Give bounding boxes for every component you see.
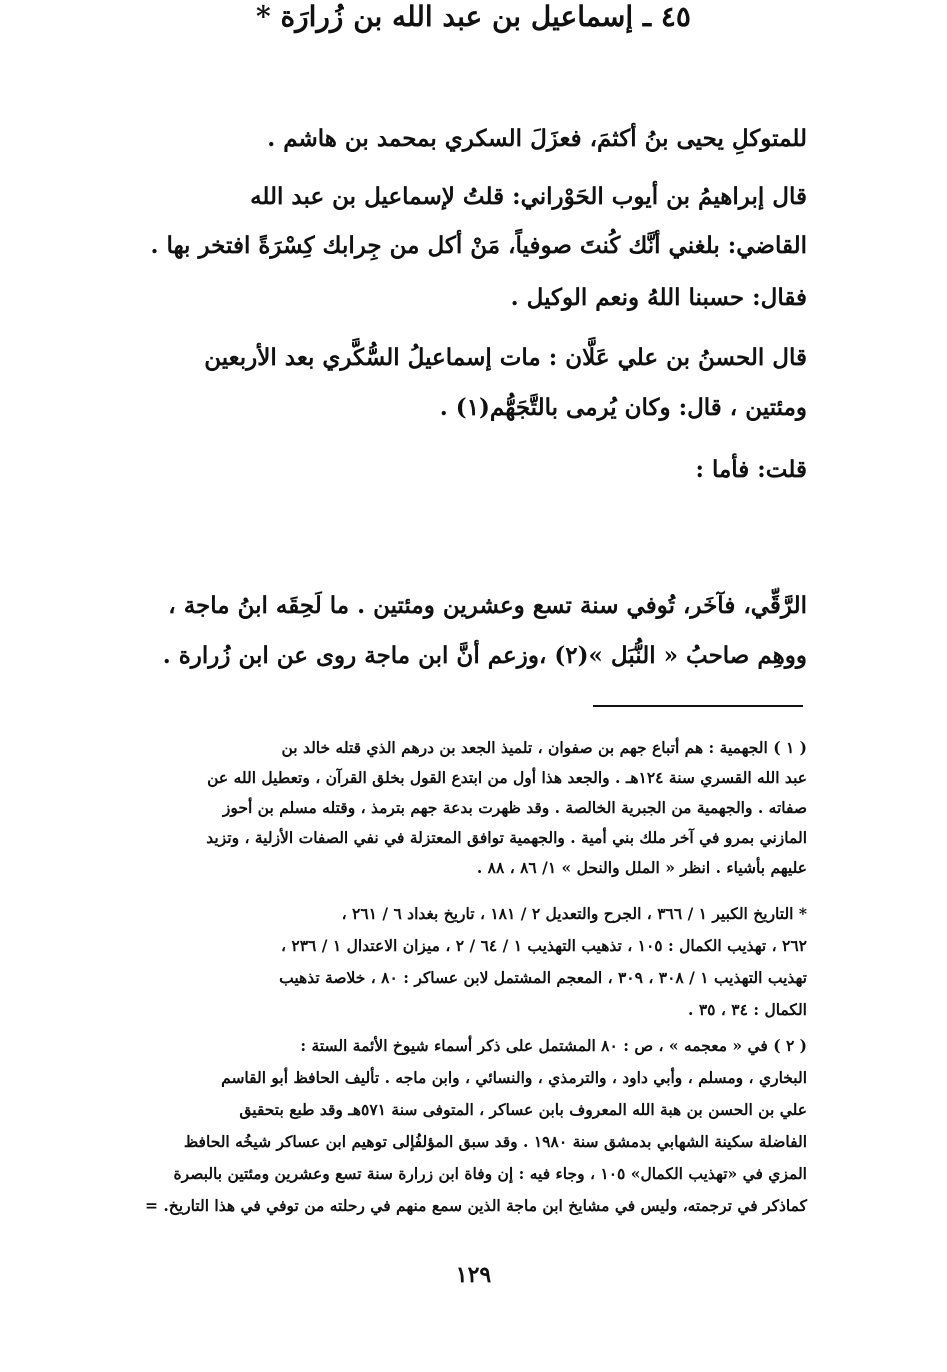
footnote-line: المازني بمرو في آخر ملك بني أمية . والجهمية توافق المعتزلة في نفي الصفات الأزلية ، وتزيد xyxy=(206,828,807,847)
sources-line: تهذيب التهذيب ١ / ٣٠٨ ، ٣٠٩ ، المعجم المشتمل لابن عساكر : ٨٠ ، خلاصة تذهيب xyxy=(279,968,807,987)
footnote-line: عبد الله القسري سنة ١٢٤هـ . والجعد هذا أول من ابتدع القول بخلق القرآن ، وتعطيل الله عن xyxy=(207,768,807,787)
footnote-line: كماذكر في ترجمته، وليس في مشايخ ابن ماجة الذين سمع منهم في رحلته من توفي في هذا التاريخ. = xyxy=(145,1196,807,1215)
sources-line: * التاريخ الكبير ١ / ٣٦٦ ، الجرح والتعديل ٢ / ١٨١ ، تاريخ بغداد ٦ / ٢٦١ ، xyxy=(341,904,807,923)
footnote-line: ( ١ ) الجهمية : هم أتباع جهم بن صفوان ، تلميذ الجعد بن درهم الذي قتله خالد بن xyxy=(281,738,807,757)
entry-line: الرَّقِّي، فآخَر، تُوفي سنة تسع وعشرين ومئتين . ما لَحِقَه ابنُ ماجة ، xyxy=(168,592,807,619)
footnote-line: ( ٢ ) في « معجمه » ، ص : ٨٠ المشتمل على ذكر أسماء شيوخ الأئمة الستة : xyxy=(300,1036,807,1055)
footnote-line: علي بن الحسن بن هبة الله المعروف بابن عساكر ، المتوفى سنة ٥٧١هـ وقد طبع بتحقيق xyxy=(239,1100,807,1119)
entry-heading: ٤٥ ـ إسماعيل بن عبد الله بن زُرارَة * xyxy=(256,0,691,33)
sources-line: الكمال : ٣٤ ، ٣٥ . xyxy=(688,1000,807,1019)
footnote-line: الفاضلة سكينة الشهابي بدمشق سنة ١٩٨٠ . وقد سبق المؤلفُإلى توهيم ابن عساكر شيخُه الحافظ xyxy=(183,1132,807,1151)
body-line: القاضي: بلغني أنَّك كُنتَ صوفياً، مَنْ أكل من جِرابك كِسْرَةً افتخر بها . xyxy=(150,232,807,259)
footnote-line: صفاته . والجهمية من الجبرية الخالصة . وقد ظهرت بدعة جهم بترمذ ، وقتله مسلم بن أحوز xyxy=(222,798,807,817)
body-line: قال إبراهيمُ بن أيوب الحَوْراني: قلتُ لإسماعيل بن عبد الله xyxy=(250,183,807,210)
body-line: فقال: حسبنا اللهُ ونعم الوكيل . xyxy=(510,284,807,311)
footnote-line: البخاري ، ومسلم ، وأبي داود ، والترمذي ، والنسائي ، وابن ماجه . تأليف الحافظ أبو القاسم xyxy=(221,1068,807,1087)
page-number: ١٢٩ xyxy=(455,1262,492,1288)
body-line: للمتوكلِ يحيى بنُ أكثمَ، فعزَلَ السكري بمحمد بن هاشم . xyxy=(267,125,807,152)
footnote-line: المزي في «تهذيب الكمال» ١٠٥ ، وجاء فيه : إن وفاة ابن زرارة سنة تسع وعشرين ومئتين بالبصرة xyxy=(173,1164,807,1183)
body-line: قال الحسنُ بن علي عَلَّان : مات إسماعيلُ السُّكَّري بعد الأربعين xyxy=(204,344,807,371)
sources-line: ٢٦٢ ، تهذيب الكمال : ١٠٥ ، تذهيب التهذيب ١ / ٦٤ / ٢ ، ميزان الاعتدال ١ / ٢٣٦ ، xyxy=(280,936,807,955)
body-line: قلت: فأما : xyxy=(695,456,807,483)
body-line: ومئتين ، قال: وكان يُرمى بالتَّجَهُّم(١) . xyxy=(439,394,807,421)
footnote-line: عليهم بأشياء . انظر « الملل والنحل » ١/ ٨٦ ، ٨٨ . xyxy=(476,858,807,877)
entry-line: ووهِم صاحبُ « النُّبَل »(٢) ،وزعم أنَّ ابن ماجة روى عن ابن زُرارة . xyxy=(162,642,807,669)
footnote-separator xyxy=(593,705,803,707)
